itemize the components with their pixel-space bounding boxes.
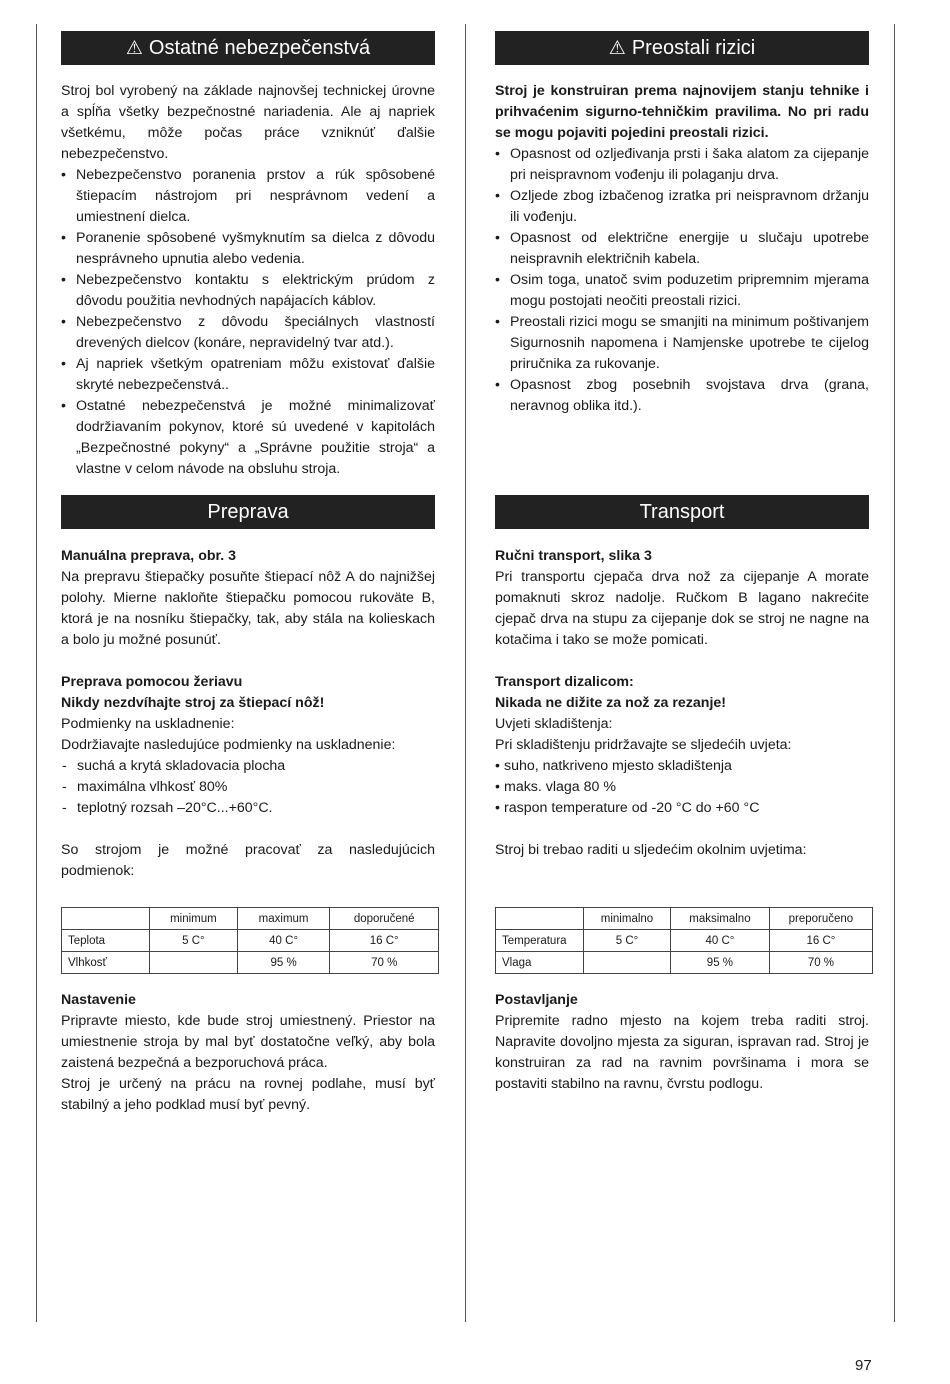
table-cell: 95 % [237, 952, 330, 974]
list-item: • Preostali rizici mogu se smanjiti na minimum poštivanjem Sigurnosnih napomena i Namjenske upotrebe te cijelog priručnika za rukovanje. [495, 312, 869, 375]
left-risks-heading [61, 31, 435, 65]
left-crane-warning: Nikdy nezdvíhajte stroj za štiepací nôž! [61, 695, 325, 711]
table-header-cell: minimum [150, 908, 238, 930]
list-item: - suchá a krytá skladovacia plocha [61, 756, 435, 777]
left-storage-label: Podmienky na uskladnenie: [61, 716, 235, 732]
table-cell: Vlaga [496, 952, 584, 974]
left-margin-rule [36, 24, 37, 1322]
list-item: • Nebezpečenstvo z dôvodu špeciálnych vlastností drevených dielcov (konáre, nepravidelný tvar atd.). [61, 312, 435, 354]
list-item: • Nebezpečenstvo poranenia prstov a rúk spôsobené štiepacím nástrojom pri nesprávnom vedení a umiestnení dielca. [61, 165, 435, 228]
right-manual-text: Pri transportu cjepača drva nož za cijepanje A morate pomaknuti skroz nadolje. Ručkom B lagano nakrećite cjepač drva na stupu za cijepanje dok se stroj ne nagne na kotačima i tako se može pomicati. [495, 569, 869, 648]
right-transport-heading [495, 495, 869, 529]
left-risks-list [61, 165, 435, 480]
left-crane-heading: Preprava pomocou žeriavu [61, 674, 243, 690]
table-header-cell [496, 908, 584, 930]
left-storage-intro: Dodržiavajte nasledujúce podmienky na uskladnenie: [61, 737, 396, 753]
list-item: • Osim toga, unatoč svim poduzetim pripremnim mjerama mogu postojati neočiti preostali rizici. [495, 270, 869, 312]
right-risks-heading [495, 31, 869, 65]
list-item: • suho, natkriveno mjesto skladištenja [495, 756, 869, 777]
left-operating-text: So strojom je možné pracovať za nasledujúcich podmienok: [61, 842, 435, 879]
table-header-row [62, 908, 439, 930]
right-transport-body [495, 546, 869, 861]
list-item: • maks. vlaga 80 % [495, 777, 869, 798]
table-cell: 70 % [330, 952, 439, 974]
left-risks-title: Ostatné nebezpečenstvá [148, 37, 371, 59]
right-crane-warning: Nikada ne dižite za nož za rezanje! [495, 695, 727, 711]
table-row [62, 930, 439, 952]
list-item: • Opasnost zbog posebnih svojstava drva (grana, neravnog oblika itd.). [495, 375, 869, 417]
warning-triangle-icon: ⚠ [608, 38, 626, 59]
table-cell: 40 C° [237, 930, 330, 952]
table-cell: Vlhkosť [62, 952, 150, 974]
table-cell: Temperatura [496, 930, 584, 952]
right-storage-label: Uvjeti skladištenja: [495, 716, 613, 732]
table-cell: Teplota [62, 930, 150, 952]
list-item: • Nebezpečenstvo kontaktu s elektrickým prúdom z dôvodu použitia nevhodných napájacích káblov. [61, 270, 435, 312]
left-risks-intro: Stroj bol vyrobený na základe najnovšej technickej úrovne a spĺňa všetky bezpečnostné nariadenia. Ale aj napriek všetkému, môže počas práce vzniknúť ďalšie nebezpečenstvo. [61, 83, 435, 162]
right-manual-heading: Ručni transport, slika 3 [495, 548, 652, 564]
table-row [496, 952, 873, 974]
table-cell: 16 C° [769, 930, 872, 952]
right-operating-text: Stroj bi trebao raditi u sljedećim okolnim uvjetima: [495, 842, 807, 858]
table-row [62, 952, 439, 974]
list-item: • Ostatné nebezpečenstvá je možné minimalizovať dodržiavaním pokynov, ktoré sú uvedené v kapitolách „Bezpečnostné pokyny“ a „Správne použitie stroja“ a vlastne v celom návode na obsluhu stroja. [61, 396, 435, 480]
right-risks-body [495, 81, 869, 417]
right-setup-text: Pripremite radno mjesto na kojem treba raditi stroj. Napravite dovoljno mjesta za siguran, ispravan rad. Stroj je konstruiran za rad na ravnim površinama i mora se postaviti stabilno na ravnu, čvrstu podlogu. [495, 1013, 869, 1092]
list-item: • Opasnost od ozljeđivanja prsti i šaka alatom za cijepanje pri neispravnom vođenju ili polaganju drva. [495, 144, 869, 186]
left-risks-body [61, 81, 435, 480]
list-item: • Poranenie spôsobené vyšmyknutím sa dielca z dôvodu nesprávneho upnutia alebo vedenia. [61, 228, 435, 270]
table-cell: 70 % [769, 952, 872, 974]
left-transport-body [61, 546, 435, 882]
list-item: • Opasnost od električne energije u slučaju upotrebe neispravnih električnih kabela. [495, 228, 869, 270]
table-cell: 40 C° [670, 930, 769, 952]
right-risks-intro: Stroj je konstruiran prema najnovijem stanju tehnike i prihvaćenim sigurno-tehničkim pravilima. No pri radu se mogu pojaviti pojedini preostali rizici. [495, 83, 869, 141]
table-header-cell: maximum [237, 908, 330, 930]
center-column-rule [465, 24, 466, 1322]
right-risks-list [495, 144, 869, 417]
table-cell [150, 952, 238, 974]
table-header-cell: doporučené [330, 908, 439, 930]
right-transport-title: Transport [639, 501, 725, 523]
right-risks-title: Preostali rizici [631, 37, 756, 59]
left-manual-heading: Manuálna preprava, obr. 3 [61, 548, 237, 564]
list-item: - maximálna vlhkosť 80% [61, 777, 435, 798]
right-storage-list [495, 756, 869, 819]
left-setup-text-2: Stroj je určený na prácu na rovnej podlahe, musí byť stabilný a jeho podklad musí byť pevný. [61, 1076, 435, 1113]
warning-triangle-icon: ⚠ [125, 38, 143, 59]
left-manual-text: Na prepravu štiepačky posuňte štiepací nôž A do najnižšej polohy. Mierne nakloňte štiepačku pomocou rukoväte B, ktorá je na nosníku štiepačky, tak, aby stála na kolieskach a bolo ju možné posunúť. [61, 569, 435, 648]
right-setup-heading: Postavljanje [495, 992, 578, 1008]
right-margin-rule [894, 24, 895, 1322]
list-item: - teplotný rozsah –20°C...+60°C. [61, 798, 435, 819]
left-storage-list [61, 756, 435, 819]
table-cell [584, 952, 671, 974]
right-crane-heading: Transport dizalicom: [495, 674, 634, 690]
list-item: • Ozljede zbog izbačenog izratka pri neispravnom držanju ili vođenju. [495, 186, 869, 228]
table-cell: 5 C° [584, 930, 671, 952]
left-transport-heading [61, 495, 435, 529]
table-header-cell: preporučeno [769, 908, 872, 930]
page-number: 97 [855, 1357, 872, 1374]
left-setup-body [61, 990, 435, 1116]
table-cell: 95 % [670, 952, 769, 974]
left-transport-title: Preprava [207, 501, 289, 523]
table-header-cell: maksimalno [670, 908, 769, 930]
left-conditions-table [61, 907, 439, 974]
table-header-cell [62, 908, 150, 930]
right-conditions-table [495, 907, 873, 974]
table-header-cell: minimalno [584, 908, 671, 930]
table-cell: 16 C° [330, 930, 439, 952]
table-header-row [496, 908, 873, 930]
right-storage-intro: Pri skladištenju pridržavajte se sljedećih uvjeta: [495, 737, 792, 753]
right-setup-body [495, 990, 869, 1095]
left-setup-text-1: Pripravte miesto, kde bude stroj umiestnený. Priestor na umiestnenie stroja by mal byť dostatočne veľký, aby bola zaistená bezpečná a bezporuchová práca. [61, 1013, 435, 1071]
table-row [496, 930, 873, 952]
list-item: • raspon temperature od -20 °C do +60 °C [495, 798, 869, 819]
table-cell: 5 C° [150, 930, 238, 952]
left-setup-heading: Nastavenie [61, 992, 136, 1008]
list-item: • Aj napriek všetkým opatreniam môžu existovať ďalšie skryté nebezpečenstvá.. [61, 354, 435, 396]
